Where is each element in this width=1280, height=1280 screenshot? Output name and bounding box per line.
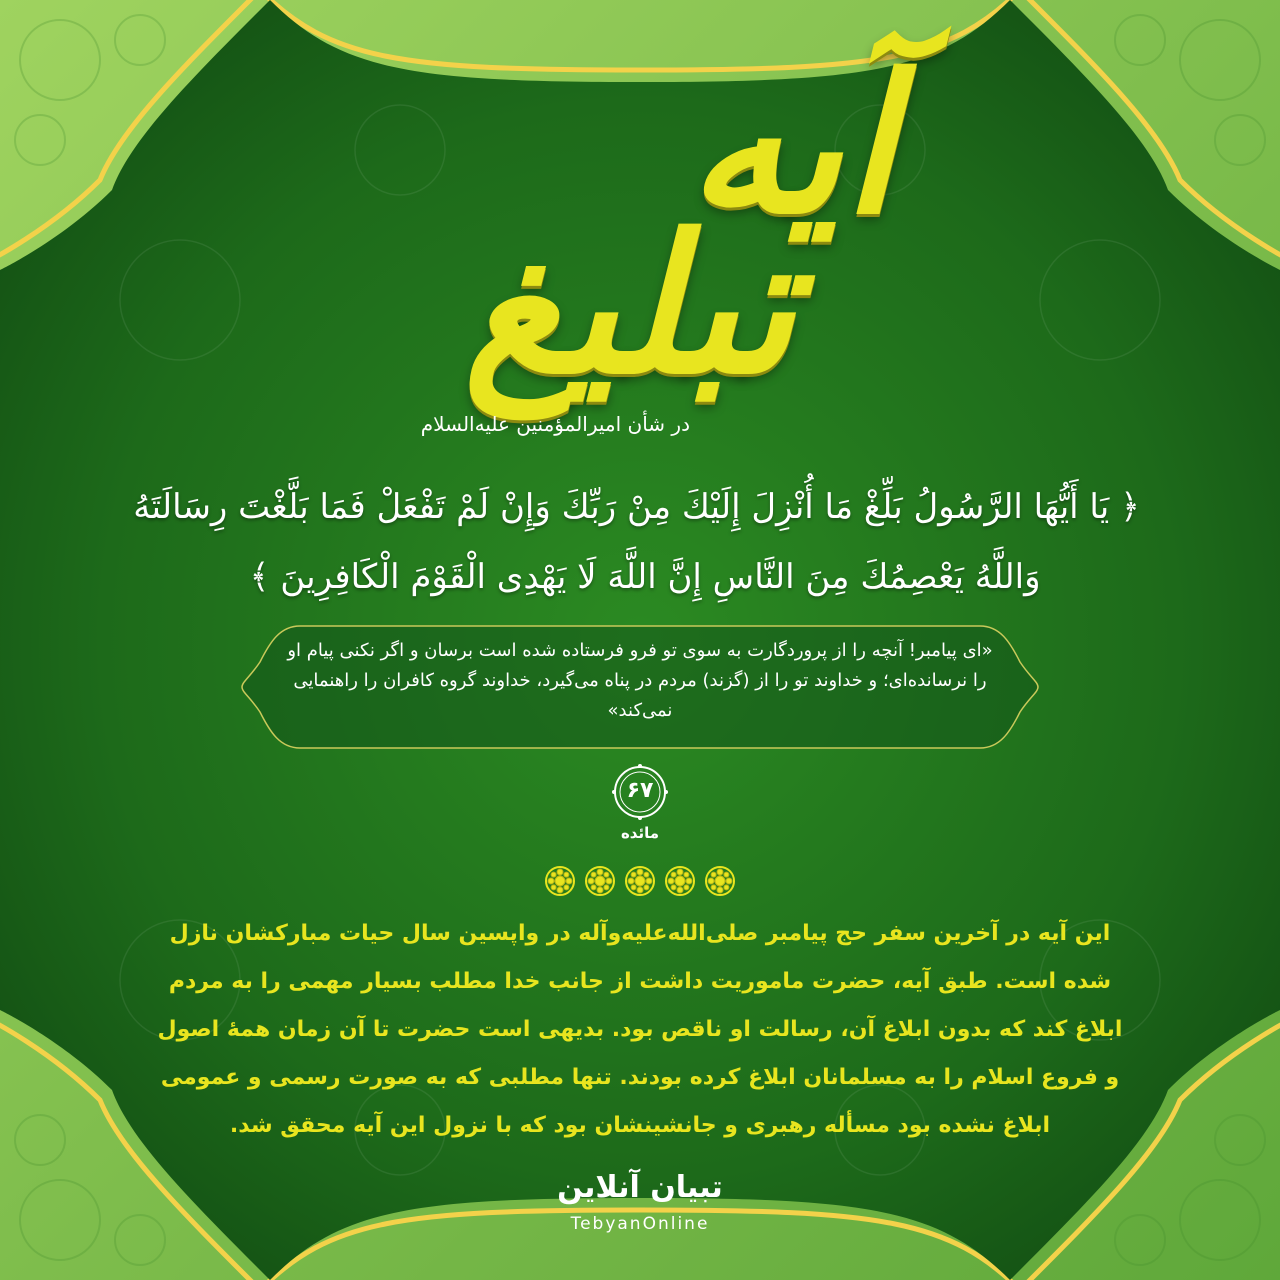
logo-text-en: TebyanOnline (570, 1214, 710, 1234)
ayah-number: ۶۷ (626, 778, 654, 803)
translation-box (240, 622, 1040, 752)
translation-text: «ای پیامبر! آنچه را از پروردگارت به سوی تو فرو فرستاده شده است برسان و اگر نکنی پیام او را نرسانده‌ای؛ و خداوند تو را از (گزند) مردم در پناه می‌گیرد، خداوند گروه کافران را راهنمایی نمی‌کند» (287, 640, 993, 721)
title-word-tabligh: تبلیغ (463, 193, 795, 416)
verse-line-2: وَاللَّهُ یَعْصِمُكَ مِنَ النَّاسِ إِنَّ اللَّهَ لَا یَهْدِی الْقَوْمَ الْكَافِرِینَ ﴾ (249, 557, 1041, 597)
surah-name: مائده (620, 824, 660, 842)
ayah-number-badge (612, 764, 668, 820)
description-text: این آیه در آخرین سفر حج پیامبر صلی‌الله‌علیه‌وآله در واپسین سال حیات مبارکشان نازل شده است. طبق آیه، حضرت ماموریت داشت از جانب خدا مطلب بسیار مهمی را به مردم ابلاغ کند که بدون ابلاغ آن، رسالت او ناقص بود. بدیهی است حضرت تا آن زمان همهٔ اصول و فروع اسلام را به مسلمانان ابلاغ کرده بودند. تنها مطلبی که به صورت رسمی و عمومی ابلاغ نشده بود مسأله رهبری و جانشینشان بود که با نزول این آیه محقق شد. (157, 921, 1123, 1138)
flower-ornaments (540, 862, 740, 900)
title-word-ayeh: آیه (687, 33, 895, 256)
subtitle: در شأن امیرالمؤمنین علیه‌السلام (420, 412, 690, 436)
logo-text-fa: تبیان آنلاین (557, 1170, 723, 1205)
verse-line-1: ﴿ یَا أَیُّهَا الرَّسُولُ بَلِّغْ مَا أُنْزِلَ إِلَیْكَ مِنْ رَبِّكَ وَإِنْ لَمْ تَفْعَلْ فَمَا بَلَّغْتَ رِسَالَتَهُ (133, 487, 1140, 527)
title-calligraphy (255, 33, 915, 460)
